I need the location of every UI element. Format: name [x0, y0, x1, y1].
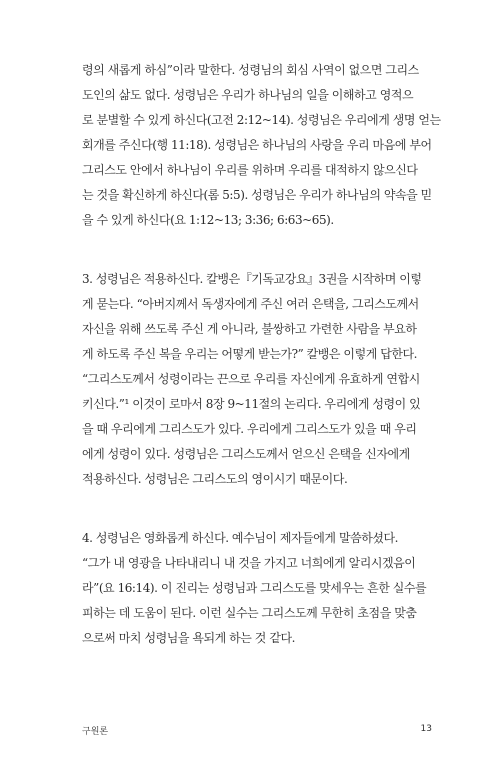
paragraph-2	[82, 267, 432, 492]
text-line: 게 묻는다. “아버지께서 독생자에게 주신 여러 은택을, 그리스도께서	[82, 297, 419, 311]
text-line: 게 하도록 주신 복을 우리는 어떻게 받는가?” 칼뱅은 이렇게 답한다.	[82, 347, 418, 361]
text-line: “그가 내 영광을 나타내리니 내 것을 가지고 너희에게 알리시겠음이	[82, 556, 416, 570]
text-line: 에게 성령이 있다. 성령님은 그리스도께서 얻으신 은택을 신자에게	[82, 447, 410, 461]
paragraph-spacer	[82, 233, 432, 267]
text-line: “그리스도께서 성령이라는 끈으로 우리를 자신에게 유효하게 연합시	[82, 372, 420, 386]
text-line: 피하는 데 도움이 된다. 이런 실수는 그리스도께 무한히 초점을 맞춤	[82, 606, 417, 620]
running-footer-title: 구원론	[82, 727, 109, 737]
text-line: 는 것을 확신하게 하신다(롬 5:5). 성령님은 우리가 하나님의 약속을 믿	[82, 188, 432, 202]
text-line: 을 때 우리에게 그리스도가 있다. 우리에게 그리스도가 있을 때 우리	[82, 422, 417, 436]
text-line: 3. 성령님은 적용하신다. 칼뱅은『기독교강요』3권을 시작하며 이렇	[82, 272, 422, 286]
text-line: 령의 새롭게 하심”이라 말한다. 성령님의 회심 사역이 없으면 그리스	[82, 63, 419, 77]
text-line: 로 분별할 수 있게 하신다(고전 2:12~14). 성령님은 우리에게 생명 얻는	[82, 113, 441, 127]
text-line: 으로써 마치 성령님을 욕되게 하는 것 같다.	[82, 631, 295, 645]
text-line: 자신을 위해 쓰도록 주신 게 아니라, 불쌍하고 가련한 사람을 부요하	[82, 322, 417, 336]
page-number: 13	[420, 724, 432, 734]
text-line: 회개를 주신다(행 11:18). 성령님은 하나님의 사랑을 우리 마음에 부어	[82, 138, 432, 152]
page-body	[82, 58, 441, 651]
text-line: 라”(요 16:14). 이 진리는 성령님과 그리스도를 맞세우는 흔한 실수를	[82, 581, 427, 595]
paragraph-3	[82, 526, 432, 651]
text-line: 4. 성령님은 영화롭게 하신다. 예수님이 제자들에게 말씀하셨다.	[82, 531, 399, 545]
text-line: 도인의 삶도 없다. 성령님은 우리가 하나님의 일을 이해하고 영적으	[82, 88, 414, 102]
text-line: 을 수 있게 하신다(요 1:12~13; 3:36; 6:63~65).	[82, 213, 334, 227]
paragraph-1	[82, 58, 441, 233]
text-line: 그리스도 안에서 하나님이 우리를 위하며 우리를 대적하지 않으신다	[82, 163, 418, 177]
text-line: 키신다.”¹ 이것이 로마서 8장 9~11절의 논리다. 우리에게 성령이 있	[82, 397, 421, 411]
text-line: 적용하신다. 성령님은 그리스도의 영이시기 때문이다.	[82, 472, 348, 486]
paragraph-spacer	[82, 492, 432, 526]
